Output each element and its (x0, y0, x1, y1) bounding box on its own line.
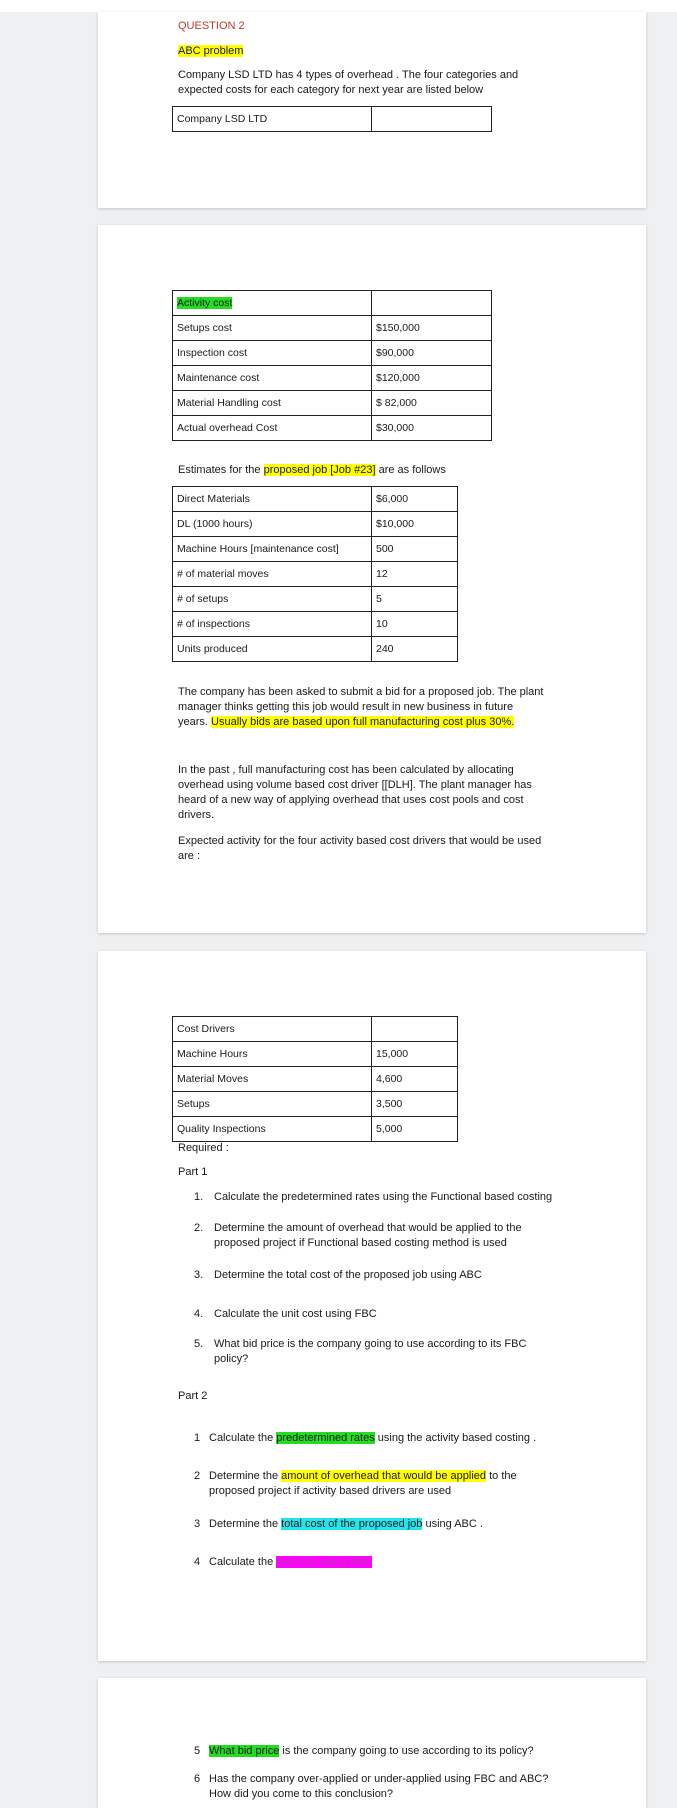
required-label: Required : (178, 1142, 229, 1154)
item-highlight: amount of overhead that would be applied (281, 1470, 487, 1482)
list-item (194, 1337, 526, 1352)
row-label: Maintenance cost (173, 366, 372, 391)
table-row (173, 1042, 458, 1067)
expected-line-1: Expected activity for the four activity based cost drivers that would be used (178, 835, 542, 847)
item-text-end: to the (486, 1470, 517, 1482)
activity-header-empty (372, 291, 492, 316)
intro-line-2: expected costs for each category for next year are listed below (178, 84, 484, 96)
table-row (173, 562, 458, 587)
table-row (173, 341, 492, 366)
item-number: 5 (194, 1745, 201, 1757)
row-label: # of inspections (173, 612, 372, 637)
table-row (173, 1117, 458, 1142)
item-text-end: using ABC . (422, 1518, 483, 1530)
list-item (194, 1772, 548, 1787)
estimates-suffix: are as follows (375, 464, 446, 476)
company-header-cell: Company LSD LTD (173, 107, 372, 132)
part1-label: Part 1 (178, 1166, 208, 1178)
past-line-2: overhead using volume based cost driver [[DLH]. The plant manager has (178, 779, 532, 791)
estimates-table (172, 486, 458, 662)
row-label: Actual overhead Cost (173, 416, 372, 441)
row-label: Setups (173, 1092, 372, 1117)
item-text-end: using the activity based costing . (374, 1432, 537, 1444)
item-highlight: unit cost using ABC (276, 1556, 372, 1568)
row-label: Inspection cost (173, 341, 372, 366)
table-row (173, 416, 492, 441)
list-item-continuation: policy? (214, 1353, 249, 1365)
table-row (173, 587, 458, 612)
item-number: 2. (194, 1222, 204, 1234)
list-item (194, 1307, 377, 1322)
row-value: $150,000 (372, 316, 492, 341)
document-page-1 (98, 12, 646, 208)
table-row (173, 316, 492, 341)
row-value: $90,000 (372, 341, 492, 366)
table-row (173, 487, 458, 512)
estimates-heading (178, 463, 446, 478)
row-label: Material Moves (173, 1067, 372, 1092)
row-value: $120,000 (372, 366, 492, 391)
cost-drivers-header-empty (372, 1017, 458, 1042)
item-text-end: is the company going to use according to its policy? (279, 1745, 534, 1757)
row-label: # of setups (173, 587, 372, 612)
table-row (173, 1067, 458, 1092)
table-row (173, 391, 492, 416)
item-highlight: What bid price (209, 1745, 280, 1757)
table-row (173, 537, 458, 562)
cost-drivers-table (172, 1016, 458, 1142)
bid-line-3-plain: years. (178, 716, 212, 728)
row-value: $6,000 (372, 487, 458, 512)
list-item-continuation: proposed project if activity based drivers are used (209, 1485, 452, 1497)
table-row (173, 612, 458, 637)
subtitle-highlight: ABC problem (178, 45, 244, 57)
list-item (194, 1517, 483, 1532)
item-text: Calculate the predetermined rates using the Functional based costing (214, 1191, 553, 1203)
item-number: 2 (194, 1470, 201, 1482)
item-text: Determine the (209, 1518, 282, 1530)
row-value: 240 (372, 637, 458, 662)
row-value: $ 82,000 (372, 391, 492, 416)
item-highlight: total cost of the proposed job (281, 1518, 423, 1530)
table-row (173, 512, 458, 537)
list-item (194, 1268, 482, 1283)
list-item (194, 1431, 536, 1446)
row-value: 15,000 (372, 1042, 458, 1067)
intro-line-1: Company LSD LTD has 4 types of overhead . The four categories and (178, 69, 519, 81)
item-highlight: predetermined rates (276, 1432, 375, 1444)
list-item (194, 1190, 552, 1205)
item-number: 1 (194, 1432, 201, 1444)
list-item (194, 1744, 534, 1759)
question-title: QUESTION 2 (178, 20, 245, 32)
table-row (173, 637, 458, 662)
list-item (194, 1469, 517, 1484)
row-value: 10 (372, 612, 458, 637)
list-item (194, 1555, 372, 1570)
item-number: 5. (194, 1338, 204, 1350)
bid-line-3-highlight: Usually bids are based upon full manufacturing cost plus 30%. (211, 716, 515, 728)
row-value: 500 (372, 537, 458, 562)
item-number: 4. (194, 1308, 204, 1320)
estimates-prefix: Estimates for the (178, 464, 264, 476)
list-item-continuation: proposed project if Functional based costing method is used (214, 1237, 507, 1249)
row-value: $10,000 (372, 512, 458, 537)
row-value: $30,000 (372, 416, 492, 441)
list-item-continuation: How did you come to this conclusion? (209, 1788, 394, 1800)
part2-label: Part 2 (178, 1390, 208, 1402)
past-line-3: heard of a new way of applying overhead that uses cost pools and cost (178, 794, 524, 806)
row-label: Units produced (173, 637, 372, 662)
table-row (173, 1092, 458, 1117)
past-line-1: In the past , full manufacturing cost has been calculated by allocating (178, 764, 514, 776)
document-page-3 (98, 951, 646, 1661)
expected-line-2: are : (178, 850, 201, 862)
estimates-highlight: proposed job [Job #23] (263, 464, 376, 476)
item-number: 1. (194, 1191, 204, 1203)
item-number: 3. (194, 1269, 204, 1281)
activity-cost-table (172, 290, 492, 441)
item-text: Has the company over-applied or under-applied using FBC and ABC? (209, 1773, 549, 1785)
item-text: Calculate the (209, 1556, 277, 1568)
bid-line-2: manager thinks getting this job would result in new business in future (178, 701, 514, 713)
item-text: Determine the (209, 1470, 282, 1482)
row-label: Machine Hours (173, 1042, 372, 1067)
item-number: 4 (194, 1556, 201, 1568)
activity-header-cell (173, 291, 372, 316)
activity-header: Activity cost (177, 297, 233, 309)
bid-line-3 (178, 715, 514, 730)
item-number: 6 (194, 1773, 201, 1785)
subtitle (178, 44, 243, 59)
item-text: Determine the total cost of the proposed job using ABC (214, 1269, 482, 1281)
item-number: 3 (194, 1518, 201, 1530)
row-label: DL (1000 hours) (173, 512, 372, 537)
item-text: Calculate the (209, 1432, 277, 1444)
row-value: 12 (372, 562, 458, 587)
row-label: Quality Inspections (173, 1117, 372, 1142)
row-value: 5 (372, 587, 458, 612)
document-page-4 (98, 1678, 646, 1808)
company-empty-cell (372, 107, 492, 132)
row-value: 4,600 (372, 1067, 458, 1092)
table-row (173, 366, 492, 391)
cost-drivers-header: Cost Drivers (173, 1017, 372, 1042)
top-bar (0, 0, 677, 12)
item-text: Calculate the unit cost using FBC (214, 1308, 377, 1320)
row-label: Direct Materials (173, 487, 372, 512)
company-table (172, 106, 492, 132)
row-label: Material Handling cost (173, 391, 372, 416)
row-value: 5,000 (372, 1117, 458, 1142)
row-label: # of material moves (173, 562, 372, 587)
past-line-4: drivers. (178, 809, 215, 821)
row-value: 3,500 (372, 1092, 458, 1117)
document-page-2 (98, 225, 646, 933)
row-label: Machine Hours [maintenance cost] (173, 537, 372, 562)
item-text: Determine the amount of overhead that would be applied to the (214, 1222, 522, 1234)
bid-line-1: The company has been asked to submit a bid for a proposed job. The plant (178, 686, 544, 698)
item-text: What bid price is the company going to use according to its FBC (214, 1338, 527, 1350)
list-item (194, 1221, 522, 1236)
row-label: Setups cost (173, 316, 372, 341)
